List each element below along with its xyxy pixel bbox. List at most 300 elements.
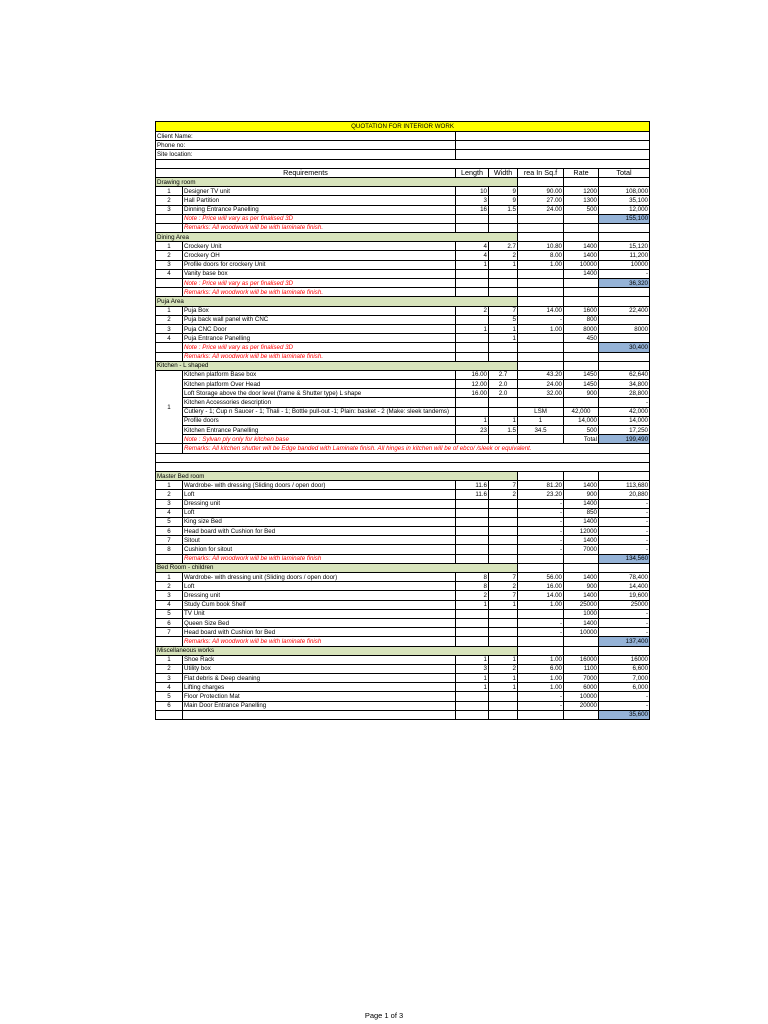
item-area: 34.5: [518, 426, 564, 435]
item-width: [489, 692, 518, 701]
item-row: [156, 260, 650, 269]
empty-cell: [456, 288, 489, 297]
item-description: Head board with Cushion for Bed: [183, 628, 456, 637]
item-number: 8: [156, 545, 183, 554]
item-width: [489, 609, 518, 618]
kitchen-number: 1: [156, 370, 183, 444]
note-row: [156, 279, 650, 288]
item-area: [518, 334, 564, 343]
item-total: -: [599, 517, 650, 526]
item-width: 1: [489, 674, 518, 683]
item-width: 1: [489, 655, 518, 664]
empty-cell: [456, 554, 489, 563]
item-description: Lifting charges: [183, 683, 456, 692]
item-area: -: [518, 701, 564, 710]
item-row: [156, 499, 650, 508]
item-width: 1: [489, 600, 518, 609]
quotation-table: [155, 121, 650, 720]
note-row: [156, 223, 650, 232]
item-rate: 7000: [564, 674, 599, 683]
item-description: Shoe Rack: [183, 655, 456, 664]
spacer: [156, 159, 650, 168]
section-subtotal: 30,400: [599, 343, 650, 352]
empty-cell: [518, 435, 564, 444]
empty-cell: [156, 288, 183, 297]
empty-cell: [456, 223, 489, 232]
spacer: [156, 453, 650, 462]
item-rate: 1400: [564, 269, 599, 278]
empty-cell: [518, 223, 564, 232]
item-width: 1: [489, 260, 518, 269]
item-length: [456, 692, 489, 701]
item-total: 20,880: [599, 490, 650, 499]
item-width: [489, 527, 518, 536]
empty-cell: [564, 554, 599, 563]
empty-cell: [456, 214, 489, 223]
item-number: 7: [156, 536, 183, 545]
empty-cell: [564, 279, 599, 288]
item-rate: 500: [564, 426, 599, 435]
item-total: 16000: [599, 655, 650, 664]
kitchen-item-row: [156, 416, 650, 425]
item-description: Cushion for sitout: [183, 545, 456, 554]
item-width: 1: [489, 324, 518, 333]
empty-cell: [156, 554, 183, 563]
item-total: 22,400: [599, 306, 650, 315]
empty-cell: [599, 563, 650, 572]
section-title: Master Bed room: [156, 471, 518, 480]
item-total: -: [599, 508, 650, 517]
phone-label: Phone no:: [156, 141, 456, 150]
item-width: 2: [489, 664, 518, 673]
item-area: [518, 269, 564, 278]
item-number: 6: [156, 527, 183, 536]
item-length: 1: [456, 416, 489, 425]
item-description: Kitchen platform Over Head: [183, 380, 456, 389]
item-rate: [564, 398, 599, 407]
item-total: 14,000: [599, 416, 650, 425]
note-row: [156, 352, 650, 361]
item-length: 11.6: [456, 490, 489, 499]
item-width: [489, 536, 518, 545]
item-rate: 20000: [564, 701, 599, 710]
header-rate: Rate: [564, 168, 599, 177]
item-length: [456, 499, 489, 508]
item-total: [599, 315, 650, 324]
item-area: 14.00: [518, 591, 564, 600]
empty-cell: [564, 646, 599, 655]
item-row: [156, 536, 650, 545]
item-description: Cutlery - 1; Cup n Saucer - 1; Thali - 1; Bottle pull-out -1; Plain: basket - 2 (Make: sleek tandems): [183, 407, 456, 416]
item-row: [156, 334, 650, 343]
header-area: rea In Sq.f: [518, 168, 564, 177]
item-width: [489, 545, 518, 554]
item-length: [456, 398, 489, 407]
item-width: 2: [489, 582, 518, 591]
empty-cell: [456, 637, 489, 646]
item-row: [156, 306, 650, 315]
item-length: [456, 315, 489, 324]
section-title: Puja Area: [156, 297, 518, 306]
item-length: 2: [456, 591, 489, 600]
kitchen-item-row: [156, 389, 650, 398]
client-name-value: [456, 132, 650, 141]
item-width: 1: [489, 416, 518, 425]
item-description: Loft: [183, 508, 456, 517]
item-number: 3: [156, 324, 183, 333]
item-rate: 8000: [564, 324, 599, 333]
empty-cell: [489, 223, 518, 232]
item-rate: 1400: [564, 573, 599, 582]
empty-cell: [518, 297, 564, 306]
item-width: 1.5: [489, 205, 518, 214]
item-length: 4: [456, 242, 489, 251]
item-number: 2: [156, 664, 183, 673]
item-rate: 1300: [564, 196, 599, 205]
item-description: Wardrobe- with dressing unit (Sliding doors / open door): [183, 573, 456, 582]
empty-cell: [599, 288, 650, 297]
item-description: Flat debris & Deep cleaning: [183, 674, 456, 683]
empty-cell: [518, 288, 564, 297]
item-area: 10.80: [518, 242, 564, 251]
item-total: -: [599, 527, 650, 536]
empty-cell: [456, 435, 489, 444]
empty-cell: [518, 554, 564, 563]
section-header-kitchen: [156, 361, 650, 370]
empty-cell: [156, 343, 183, 352]
item-length: 11.6: [456, 481, 489, 490]
item-length: 1: [456, 683, 489, 692]
item-rate: 1400: [564, 481, 599, 490]
empty-cell: [518, 563, 564, 572]
item-length: 1: [456, 324, 489, 333]
item-length: 16.00: [456, 370, 489, 379]
item-length: [456, 517, 489, 526]
item-width: [489, 618, 518, 627]
item-area: 16.00: [518, 582, 564, 591]
empty-cell: [599, 471, 650, 480]
item-rate: 900: [564, 490, 599, 499]
empty-cell: [156, 352, 183, 361]
empty-cell: [489, 435, 518, 444]
item-length: 1: [456, 655, 489, 664]
item-description: Loft: [183, 582, 456, 591]
item-rate: 1000: [564, 609, 599, 618]
spacer-row: [156, 453, 650, 462]
item-number: 7: [156, 628, 183, 637]
item-number: 2: [156, 251, 183, 260]
item-total: -: [599, 609, 650, 618]
phone-row: [156, 141, 650, 150]
empty-cell: [456, 407, 489, 416]
item-width: 2: [489, 490, 518, 499]
item-total: -: [599, 499, 650, 508]
item-description: Loft Storage above the door level (frame & Shutter type) L shape: [183, 389, 456, 398]
empty-cell: [564, 471, 599, 480]
item-width: [489, 517, 518, 526]
note-text: Note : Price will vary as per finalised 3D: [183, 343, 456, 352]
item-rate: 10000: [564, 628, 599, 637]
kitchen-remark: Remarks: All kitchen shutter will be Edge banded with Laminate finish. All hinges in kitchen will be of ebco/ /sleek or equivalent.: [183, 444, 650, 453]
item-number: 4: [156, 269, 183, 278]
item-total: -: [599, 269, 650, 278]
empty-cell: [456, 710, 489, 719]
item-width: [489, 508, 518, 517]
item-total: 6,000: [599, 683, 650, 692]
empty-cell: [564, 637, 599, 646]
item-rate: 900: [564, 389, 599, 398]
item-total: 28,800: [599, 389, 650, 398]
item-length: [456, 701, 489, 710]
item-total: -: [599, 545, 650, 554]
item-area: 24.00: [518, 205, 564, 214]
section-title: Bed Room - children: [156, 563, 518, 572]
item-row: [156, 628, 650, 637]
section-header-drawing: [156, 177, 650, 186]
item-length: 4: [456, 251, 489, 260]
item-length: 8: [456, 573, 489, 582]
item-width: 9: [489, 196, 518, 205]
item-row: [156, 655, 650, 664]
note-text: Note : Sylvan ply only for kitchen base: [183, 435, 456, 444]
kitchen-item-row: [156, 370, 650, 379]
empty-cell: [564, 343, 599, 352]
item-number: 6: [156, 618, 183, 627]
item-rate: 1600: [564, 306, 599, 315]
note-text: Remarks: All woodwork will be with laminate finish: [183, 554, 456, 563]
item-area: 56.00: [518, 573, 564, 582]
item-length: [456, 618, 489, 627]
empty-cell: [518, 343, 564, 352]
item-row: [156, 187, 650, 196]
item-description: Designer TV unit: [183, 187, 456, 196]
section-title: Drawing room: [156, 177, 518, 186]
item-description: Wardrobe- with dressing (Sliding doors / open door): [183, 481, 456, 490]
item-length: [456, 609, 489, 618]
item-total: -: [599, 692, 650, 701]
item-total: 17,250: [599, 426, 650, 435]
item-length: [456, 527, 489, 536]
item-area: 27.00: [518, 196, 564, 205]
item-number: 3: [156, 260, 183, 269]
empty-cell: [156, 223, 183, 232]
header-width: Width: [489, 168, 518, 177]
spacer: [156, 462, 650, 471]
site-location-row: [156, 150, 650, 159]
note-row: [156, 288, 650, 297]
item-rate: 1450: [564, 370, 599, 379]
item-description: Puja Entrance Panelling: [183, 334, 456, 343]
header-row: [156, 168, 650, 177]
item-row: [156, 508, 650, 517]
item-area: -: [518, 618, 564, 627]
item-rate: 1400: [564, 499, 599, 508]
kitchen-item-row: [156, 426, 650, 435]
item-total: 113,680: [599, 481, 650, 490]
item-row: [156, 315, 650, 324]
item-total: 8000: [599, 324, 650, 333]
item-row: [156, 269, 650, 278]
item-area: 1.00: [518, 260, 564, 269]
item-length: 10: [456, 187, 489, 196]
item-area: 1: [518, 416, 564, 425]
item-description: Kitchen platform Base box: [183, 370, 456, 379]
section-subtotal: 137,400: [599, 637, 650, 646]
item-width: 2.0: [489, 389, 518, 398]
item-number: 1: [156, 306, 183, 315]
item-row: [156, 618, 650, 627]
item-total: 14,400: [599, 582, 650, 591]
note-text: Note : Price will vary as per finalised 3D: [183, 279, 456, 288]
item-number: 3: [156, 205, 183, 214]
item-row: [156, 517, 650, 526]
item-area: -: [518, 527, 564, 536]
section-header-master: [156, 471, 650, 480]
item-area: 14.00: [518, 306, 564, 315]
note-row: [156, 214, 650, 223]
empty-cell: [489, 710, 518, 719]
note-text: Remarks: All woodwork will be with laminate finish.: [183, 288, 456, 297]
item-length: 1: [456, 600, 489, 609]
item-number: 5: [156, 692, 183, 701]
section-title: Miscellaneous works: [156, 646, 518, 655]
item-rate: 1400: [564, 517, 599, 526]
item-rate: 1400: [564, 251, 599, 260]
section-header-puja: [156, 297, 650, 306]
item-description: Sitout: [183, 536, 456, 545]
section-subtotal: 134,560: [599, 554, 650, 563]
item-total: 78,400: [599, 573, 650, 582]
empty-cell: [564, 563, 599, 572]
item-area: 23.20: [518, 490, 564, 499]
section-subtotal: 155,100: [599, 214, 650, 223]
note-text: Remarks: All woodwork will be with laminate finish.: [183, 223, 456, 232]
item-area: 81.20: [518, 481, 564, 490]
item-total: 35,100: [599, 196, 650, 205]
note-row: [156, 343, 650, 352]
item-description: Head board with Cushion for Bed: [183, 527, 456, 536]
empty-cell: [518, 177, 564, 186]
empty-cell: [564, 288, 599, 297]
item-number: 2: [156, 582, 183, 591]
item-description: Puja back wall panel with CNC: [183, 315, 456, 324]
empty-cell: [518, 646, 564, 655]
item-width: [489, 398, 518, 407]
empty-cell: [518, 637, 564, 646]
item-total: 19,600: [599, 591, 650, 600]
item-area: 1.00: [518, 324, 564, 333]
item-description: Queen Size Bed: [183, 618, 456, 627]
item-total: 6,600: [599, 664, 650, 673]
item-rate: 1400: [564, 591, 599, 600]
empty-cell: [599, 177, 650, 186]
empty-cell: [489, 214, 518, 223]
empty-cell: [564, 177, 599, 186]
item-rate: 16000: [564, 655, 599, 664]
item-area: -: [518, 628, 564, 637]
empty-cell: [564, 223, 599, 232]
item-width: 9: [489, 187, 518, 196]
empty-cell: [599, 297, 650, 306]
item-row: [156, 701, 650, 710]
item-rate: 1100: [564, 664, 599, 673]
empty-cell: [564, 361, 599, 370]
item-rate: 6000: [564, 683, 599, 692]
item-total: 12,000: [599, 205, 650, 214]
item-area: 43.20: [518, 370, 564, 379]
item-area: 1.00: [518, 683, 564, 692]
page-footer: Page 1 of 3: [364, 1011, 404, 1020]
site-location-value: [456, 150, 650, 159]
empty-cell: [489, 637, 518, 646]
item-description: Loft: [183, 490, 456, 499]
item-row: [156, 573, 650, 582]
header-total: Total: [599, 168, 650, 177]
kitchen-remark-row: [156, 444, 650, 453]
item-length: 8: [456, 582, 489, 591]
item-total: 62,640: [599, 370, 650, 379]
item-area: -: [518, 692, 564, 701]
item-number: 1: [156, 187, 183, 196]
item-length: 1: [456, 260, 489, 269]
item-description: Floor Protection Mat: [183, 692, 456, 701]
empty-cell: [156, 710, 183, 719]
empty-cell: [456, 352, 489, 361]
phone-value: [456, 141, 650, 150]
item-width: 2.7: [489, 370, 518, 379]
item-area: -: [518, 545, 564, 554]
empty-cell: [456, 343, 489, 352]
item-total: -: [599, 701, 650, 710]
item-length: [456, 536, 489, 545]
note-text: Note : Price will vary as per finalised 3D: [183, 214, 456, 223]
empty-cell: [156, 279, 183, 288]
item-area: LSM: [518, 407, 564, 416]
empty-cell: [564, 710, 599, 719]
item-area: -: [518, 517, 564, 526]
empty-cell: [564, 352, 599, 361]
item-number: 1: [156, 655, 183, 664]
item-number: 4: [156, 508, 183, 517]
item-row: [156, 692, 650, 701]
item-description: Main Door Entrance Panelling: [183, 701, 456, 710]
final-subtotal-row: [156, 710, 650, 719]
item-total: -: [599, 398, 650, 407]
empty-cell: [156, 214, 183, 223]
spacer-row: [156, 159, 650, 168]
item-total: 25000: [599, 600, 650, 609]
item-width: [489, 628, 518, 637]
empty-cell: [518, 352, 564, 361]
item-rate: 7000: [564, 545, 599, 554]
empty-cell: [489, 554, 518, 563]
item-length: 3: [456, 196, 489, 205]
empty-cell: [489, 279, 518, 288]
item-total: 11,200: [599, 251, 650, 260]
note-row: [156, 554, 650, 563]
section-header-dining: [156, 233, 650, 242]
item-length: [456, 545, 489, 554]
header-requirements: Requirements: [156, 168, 456, 177]
item-description: Crockery OH: [183, 251, 456, 260]
item-area: 32.00: [518, 389, 564, 398]
empty-cell: [456, 279, 489, 288]
item-length: 16: [456, 205, 489, 214]
section-subtotal: 199,490: [599, 435, 650, 444]
section-subtotal: 35,600: [599, 710, 650, 719]
section-header-misc: [156, 646, 650, 655]
item-number: 3: [156, 591, 183, 600]
